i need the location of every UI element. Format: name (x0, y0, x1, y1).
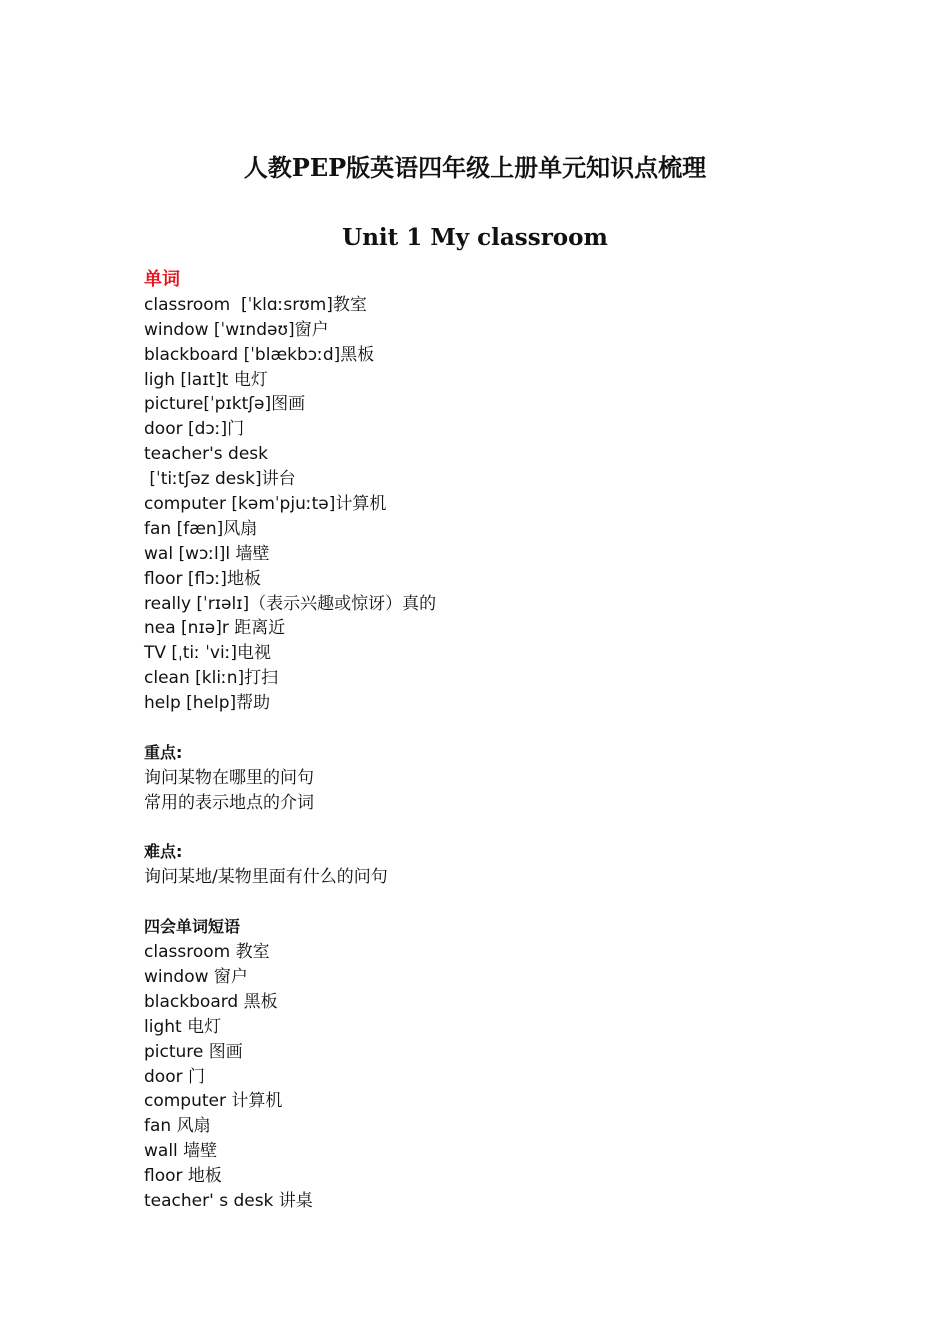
four-skills-item: blackboard 黑板 (144, 991, 278, 1012)
vocab-item: [ˈtiːtʃəz desk]讲台 (144, 469, 296, 490)
four-skills-section (144, 915, 844, 1214)
four-skills-item: wall 墙壁 (144, 1141, 218, 1162)
four-skills-item: floor 地板 (144, 1166, 222, 1187)
four-skills-item: light 电灯 (144, 1016, 222, 1037)
difficult-points-heading: 难点: (144, 842, 183, 862)
four-skills-item: fan 风扇 (144, 1116, 211, 1137)
unit-title: Unit 1 My classroom (342, 224, 608, 251)
four-skills-item: teacher' s desk 讲桌 (144, 1190, 313, 1211)
four-skills-item: door 门 (144, 1066, 205, 1087)
vocab-item: classroom [ˈklɑːsrʊm]教室 (144, 294, 367, 315)
vocab-item: blackboard [ˈblækbɔːd]黑板 (144, 344, 375, 365)
four-skills-item: picture 图画 (144, 1041, 243, 1062)
document-body (144, 268, 844, 1214)
section-spacer (144, 716, 844, 741)
difficult-point-item: 询问某地/某物里面有什么的问句 (144, 867, 388, 888)
key-point-item: 询问某物在哪里的问句 (144, 767, 314, 788)
vocab-item: window [ˈwɪndəʊ]窗户 (144, 319, 329, 340)
vocab-item: door [dɔː]门 (144, 419, 245, 440)
vocab-item: floor [flɔː]地板 (144, 568, 261, 589)
difficult-points-section (144, 840, 844, 890)
key-points-section (144, 741, 844, 816)
vocab-section (144, 268, 844, 716)
document-title: 人教PEP版英语四年级上册单元知识点梳理 (243, 153, 707, 182)
four-skills-item: classroom 教室 (144, 942, 270, 963)
key-point-item: 常用的表示地点的介词 (144, 792, 314, 813)
vocab-item: really [ˈrɪəlɪ]（表示兴趣或惊讶）真的 (144, 593, 437, 614)
vocab-item: picture[ˈpɪktʃə]图画 (144, 394, 306, 415)
vocab-item: nea [nɪə]r 距离近 (144, 618, 286, 639)
section-spacer (144, 890, 844, 915)
vocab-item: wal [wɔːl]l 墙壁 (144, 543, 270, 564)
vocab-item: help [help]帮助 (144, 693, 271, 714)
key-points-heading: 重点: (144, 742, 183, 762)
four-skills-heading: 四会单词短语 (144, 917, 241, 937)
vocab-item: TV [ˌtiː ˈviː]电视 (144, 643, 272, 664)
vocab-item: computer [kəmˈpjuːtə]计算机 (144, 494, 387, 515)
four-skills-item: computer 计算机 (144, 1091, 283, 1112)
vocab-item: ligh [laɪt]t 电灯 (144, 369, 268, 390)
section-spacer (144, 816, 844, 841)
vocab-heading: 单词 (144, 269, 180, 290)
four-skills-item: window 窗户 (144, 966, 248, 987)
vocab-item: fan [fæn]风扇 (144, 518, 258, 539)
vocab-item: clean [kliːn]打扫 (144, 668, 279, 689)
vocab-item: teacher's desk (144, 444, 268, 465)
